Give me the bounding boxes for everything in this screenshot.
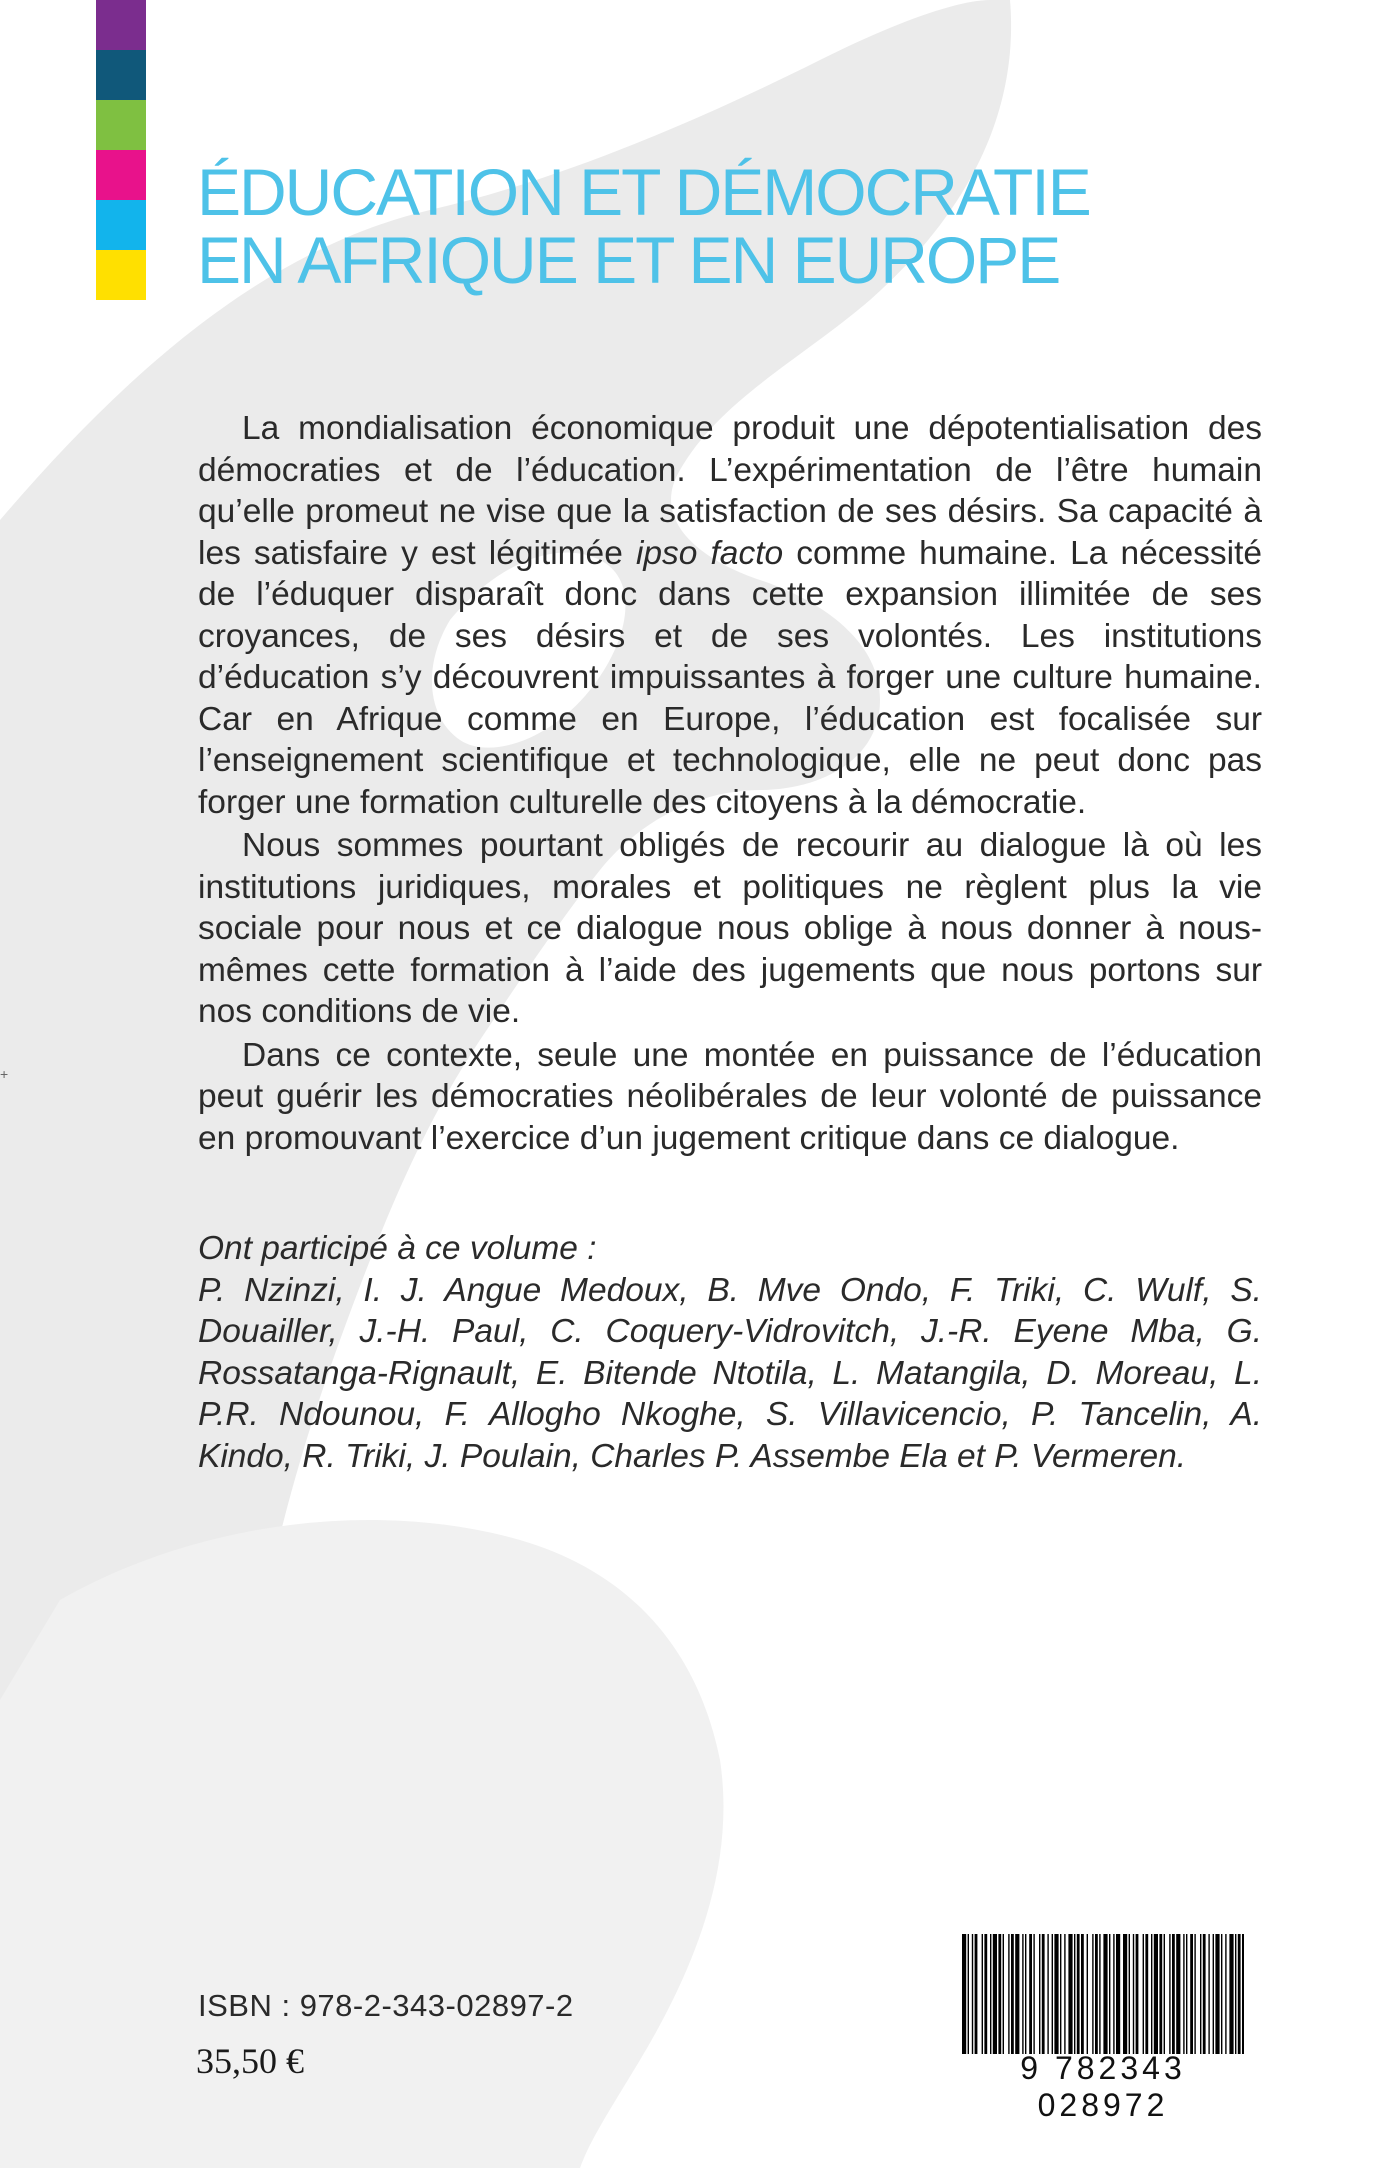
contributors-list: P. Nzinzi, I. J. Angue Medoux, B. Mve Ondo, F. Triki, C. Wulf, S. Douailler, J.-H. Paul, C. Coquery-Vidrovitch, J.-R. Eyene Mba, G. Rossatanga-Rignault, E. Bitende Ntotila, L. Matangila, D. Moreau, L. P.R. Ndounou, F. Allogho Nkoghe, S. Villavicencio, P. Tancelin, A. Kindo, R. Triki, J. Poulain, Charles P. Assembe Ela et P. Vermeren.	[198, 1271, 1262, 1475]
blurb-paragraph-3-text: Dans ce contexte, seule une montée en puissance de l’éducation peut guérir les démocraties néolibérales de leur volonté de puissance en promouvant l’exercice d’un jugement critique dans ce dialogue.	[198, 1036, 1262, 1157]
barcode-bar	[993, 1934, 997, 2054]
barcode-bar	[975, 1934, 978, 2054]
barcode-bar	[1221, 1934, 1222, 2054]
barcode-bar	[1238, 1934, 1241, 2054]
barcode-bar	[1033, 1934, 1034, 2054]
barcode-bar	[984, 1934, 987, 2054]
barcode-bar	[1039, 1934, 1040, 2054]
barcode-bar	[1154, 1934, 1158, 2054]
barcode-bar	[1225, 1934, 1226, 2054]
barcode-bar	[1229, 1934, 1233, 2054]
blurb-paragraph-2-text: Nous sommes pourtant obligés de recourir au dialogue là où les institutions juridiques, morales et politiques ne règlent plus la vie sociale pour nous et ce dialogue nous oblige à nous donner à nous-mêmes cette formation à l’aide des jugements que nous portons sur nos conditions de vie.	[198, 827, 1262, 1030]
crop-mark: +	[0, 1066, 9, 1082]
barcode-bar	[990, 1934, 991, 2054]
barcode-bar	[1143, 1934, 1144, 2054]
barcode-bar	[1159, 1934, 1162, 2054]
barcode-bar	[1068, 1934, 1072, 2054]
barcode-bar	[1015, 1934, 1019, 2054]
barcode-bar	[1215, 1934, 1219, 2054]
barcode-bar	[1029, 1934, 1032, 2054]
barcode-bars	[962, 1934, 1244, 2054]
color-swatch-teal	[96, 50, 146, 100]
barcode-bar	[1242, 1934, 1244, 2054]
barcode-bar	[998, 1934, 1001, 2054]
barcode-bar	[1129, 1934, 1130, 2054]
blurb-paragraph-2	[198, 825, 1262, 1033]
title-line-2: EN AFRIQUE ET EN EUROPE	[197, 223, 1060, 297]
barcode-bar	[968, 1934, 969, 2054]
barcode-bar	[1003, 1934, 1004, 2054]
barcode-bar	[1060, 1934, 1061, 2054]
color-swatch-green	[96, 100, 146, 150]
barcode	[952, 1920, 1254, 2123]
color-swatch-cyan	[96, 200, 146, 250]
barcode-bar	[1151, 1934, 1152, 2054]
barcode-bar	[972, 1934, 973, 2054]
barcode-bar	[1133, 1934, 1134, 2054]
barcode-bar	[1203, 1934, 1206, 2054]
barcode-bar	[1087, 1934, 1088, 2054]
blurb-paragraph-1-text-a: La mondialisation économique produit une dépotentialisation des démocraties et de l’éducation. L’expérimentation de l’être humain qu’elle promeut ne vise que la satisfaction de ses désirs. Sa capacité à les satisfaire y est légitimée	[198, 410, 1262, 572]
book-title	[197, 155, 1090, 297]
barcode-bar	[1169, 1934, 1170, 2054]
barcode-bar	[1176, 1934, 1180, 2054]
barcode-bar	[1054, 1934, 1058, 2054]
barcode-bar	[1123, 1934, 1127, 2054]
barcode-bar	[1042, 1934, 1045, 2054]
color-swatch-purple	[96, 0, 146, 50]
barcode-bar	[1092, 1934, 1093, 2054]
barcode-bar	[1077, 1934, 1080, 2054]
barcode-bar	[1074, 1934, 1075, 2054]
barcode-bar	[1136, 1934, 1139, 2054]
barcode-bar	[1186, 1934, 1187, 2054]
isbn-label: ISBN : 978-2-343-02897-2	[198, 1988, 574, 2023]
barcode-bar	[1095, 1934, 1098, 2054]
barcode-bar	[1008, 1934, 1009, 2054]
barcode-digits: 9 782343 028972	[1020, 2050, 1186, 2123]
barcode-bar	[1099, 1934, 1100, 2054]
blurb-paragraph-1-emphasis: ipso facto	[635, 534, 784, 572]
back-cover-blurb	[198, 408, 1262, 1161]
title-line-1: ÉDUCATION ET DÉMOCRATIE	[197, 155, 1090, 229]
barcode-bar	[1109, 1934, 1110, 2054]
barcode-bar	[1164, 1934, 1165, 2054]
barcode-bar	[1116, 1934, 1120, 2054]
barcode-bar	[1145, 1934, 1148, 2054]
contributors-heading: Ont participé à ce volume :	[198, 1230, 597, 1267]
barcode-bar	[1190, 1934, 1193, 2054]
barcode-bar	[1064, 1934, 1065, 2054]
barcode-bar	[1047, 1934, 1048, 2054]
barcode-bar	[1183, 1934, 1184, 2054]
barcode-bar	[1172, 1934, 1175, 2054]
barcode-bar	[1113, 1934, 1114, 2054]
barcode-bar	[1022, 1934, 1023, 2054]
barcode-bar	[1208, 1934, 1209, 2054]
blurb-paragraph-1-text-b: comme humaine. La nécessité de l’éduquer disparaît donc dans cette expansion illimitée de ses croyances, de ses désirs et de ses volontés. Les institutions d’éducation s’y découvrent impuissantes à forger une culture humaine. Car en Afrique comme en Europe, l’éducation est focalisée sur l’enseignement scientifique et technologique, elle ne peut donc pas forger une formation culturelle des citoyens à la démocratie.	[198, 534, 1263, 821]
barcode-bar	[1213, 1934, 1214, 2054]
color-strip	[96, 0, 146, 300]
color-swatch-magenta	[96, 150, 146, 200]
barcode-bar	[1025, 1934, 1026, 2054]
barcode-bar	[1081, 1934, 1084, 2054]
barcode-bar	[1103, 1934, 1107, 2054]
contributors-section	[198, 1228, 1262, 1477]
barcode-bar	[982, 1934, 983, 2054]
blurb-paragraph-3	[198, 1035, 1262, 1160]
blurb-paragraph-1	[198, 408, 1262, 823]
barcode-bar	[1200, 1934, 1201, 2054]
barcode-bar	[1235, 1934, 1236, 2054]
barcode-bar	[1011, 1934, 1014, 2054]
barcode-bar	[1052, 1934, 1053, 2054]
price-label: 35,50 €	[196, 2041, 304, 2081]
color-swatch-yellow	[96, 250, 146, 300]
barcode-bar	[1194, 1934, 1195, 2054]
barcode-bar	[962, 1934, 966, 2054]
